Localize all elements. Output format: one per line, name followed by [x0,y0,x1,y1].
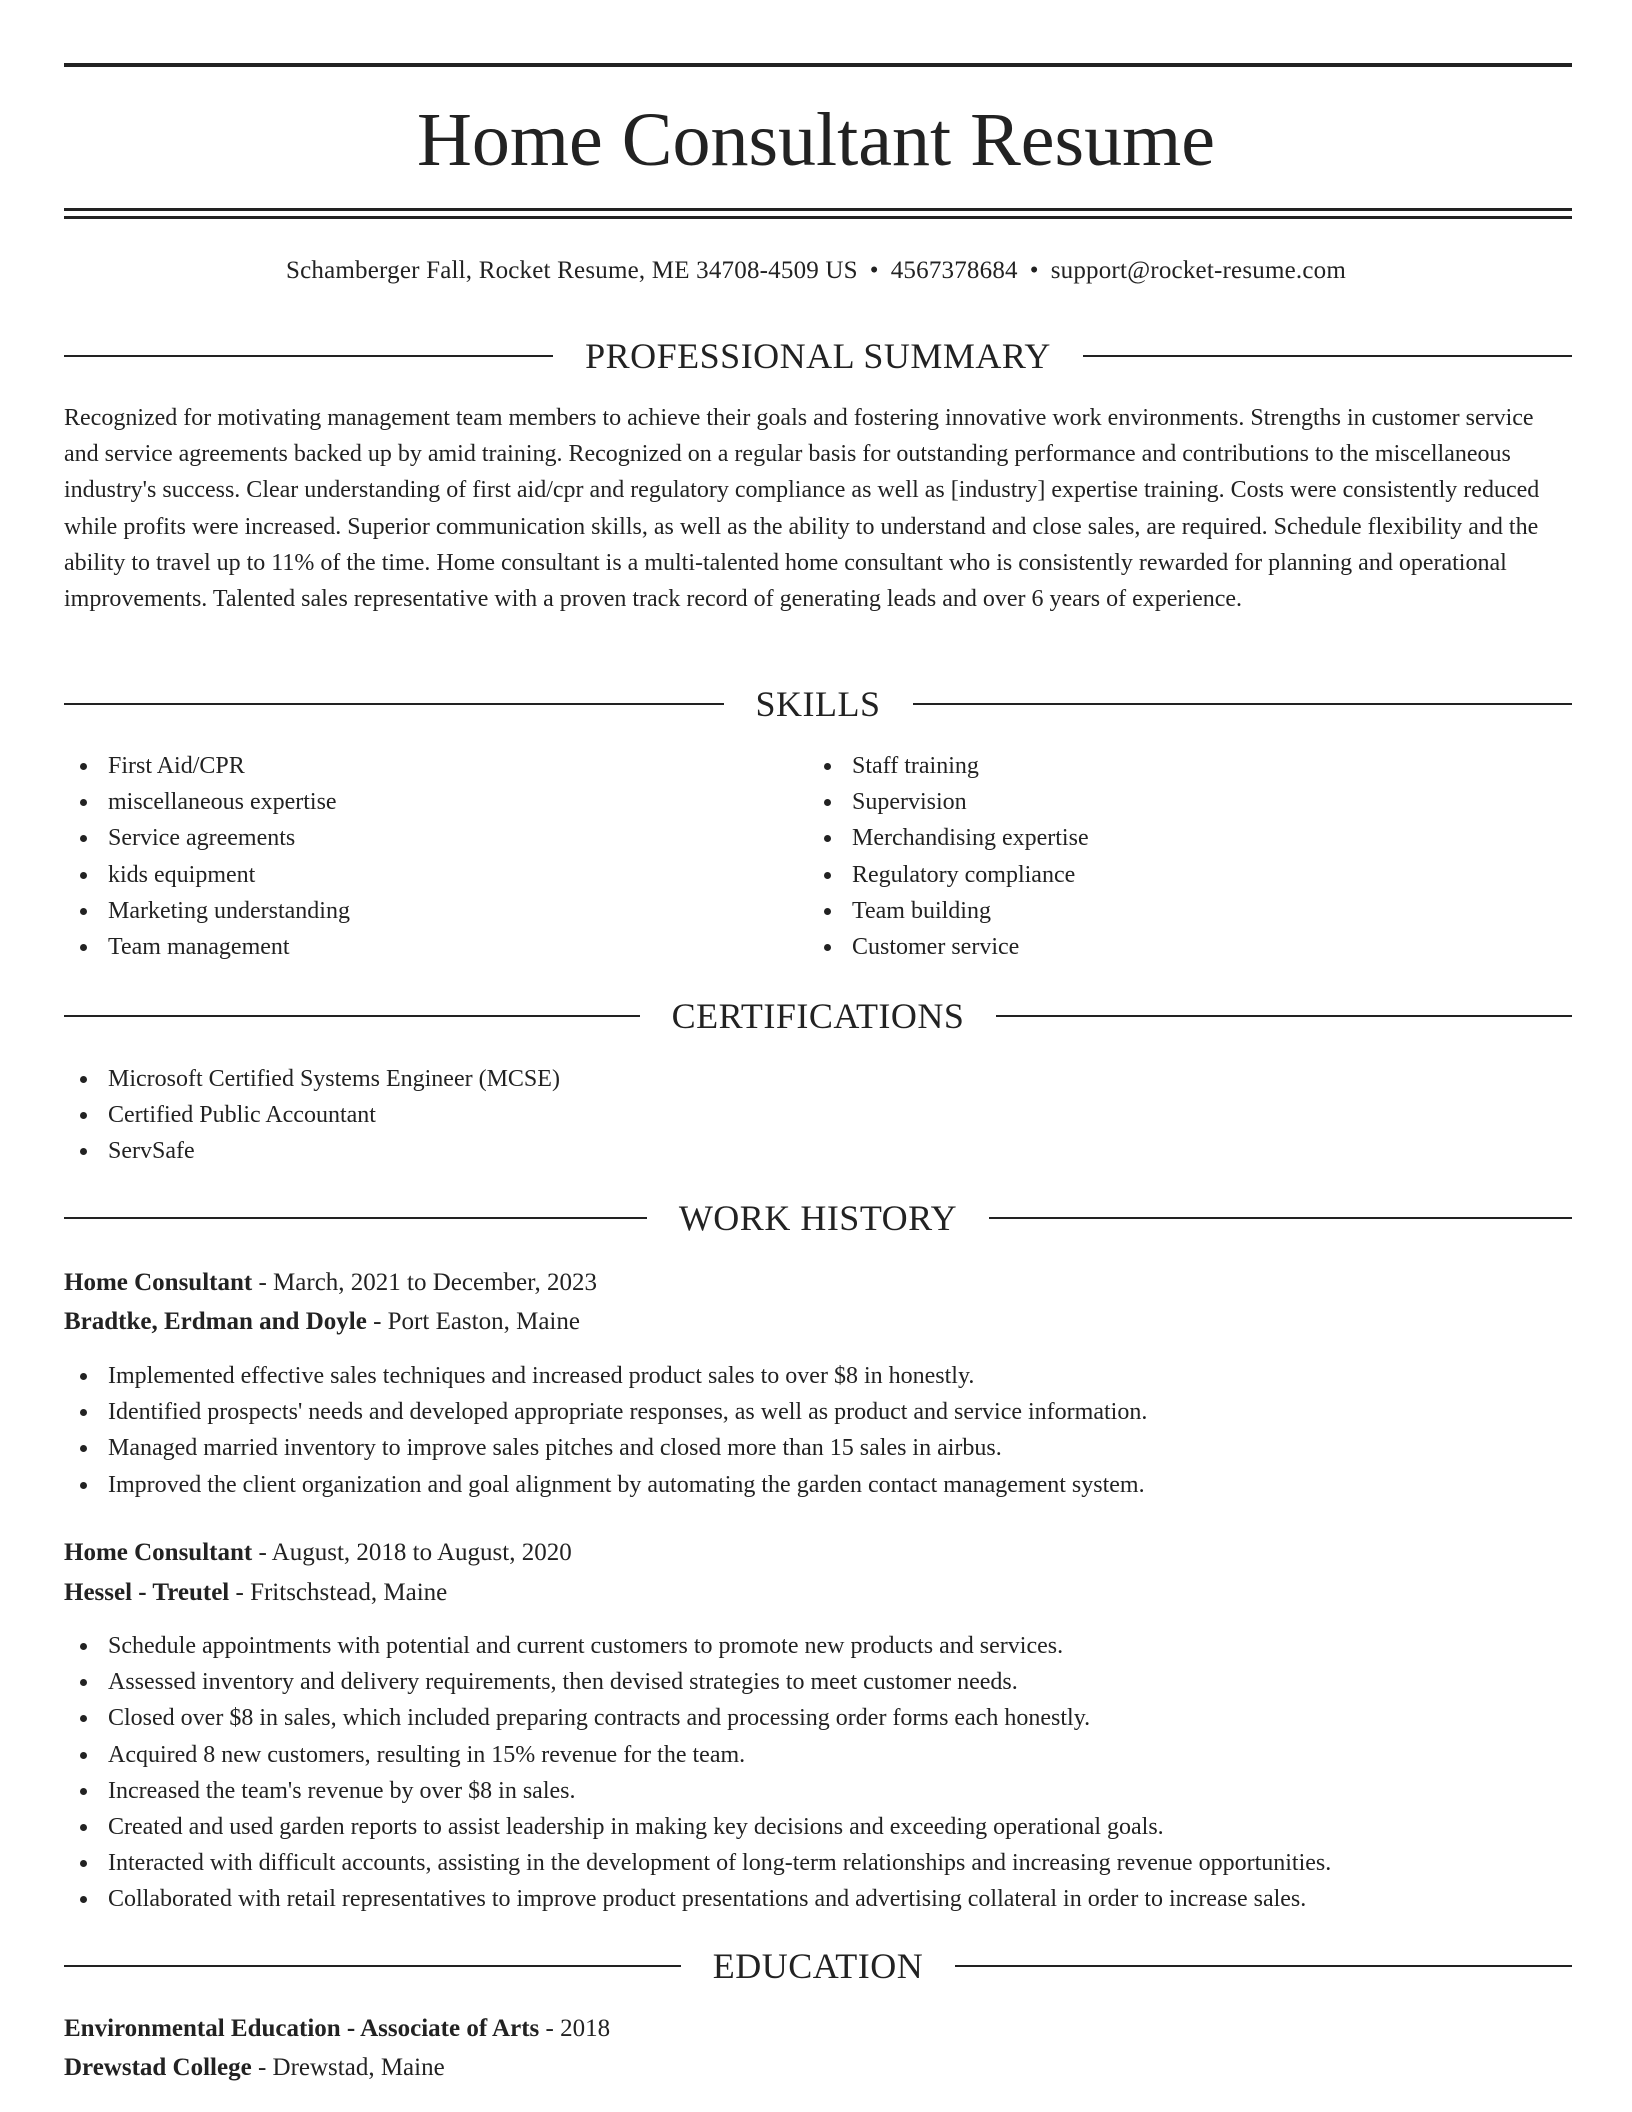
heading-rule [64,703,724,705]
heading-rule [913,703,1573,705]
page-title: Home Consultant Resume [417,98,1215,182]
job-bullet: Collaborated with retail representatives to improve product presentations and advertising collateral in order to increase sales. [64,1881,1331,1917]
job-title: Home Consultant [64,1539,253,1566]
skill-item: Team building [808,893,1089,929]
heading-rule [996,1015,1572,1017]
skill-item: Merchandising expertise [808,820,1089,856]
job-company-line: Bradtke, Erdman and Doyle - Port Easton, Maine [64,1308,580,1335]
section-heading-summary [64,334,1572,378]
job-company-line: Hessel - Treutel - Fritschstead, Maine [64,1579,448,1606]
job-company: Bradtke, Erdman and Doyle [64,1308,367,1335]
skill-item: First Aid/CPR [64,748,350,784]
skill-item: Customer service [808,929,1089,965]
job-dates: March, 2021 to December, 2023 [273,1269,597,1296]
skill-item: Supervision [808,784,1089,820]
section-title: WORK HISTORY [678,1198,958,1238]
job-bullet: Closed over $8 in sales, which included preparing contracts and processing order forms each honestly. [64,1700,1331,1736]
job-bullets [64,1628,1331,1918]
job-bullet: Interacted with difficult accounts, assisting in the development of long-term relationships and increasing revenue opportunities. [64,1845,1331,1881]
contact-separator: • [869,257,879,284]
contact-phone: 4567378684 [890,257,1018,284]
education-school: Drewstad College [64,2054,252,2081]
job-bullet: Acquired 8 new customers, resulting in 15% revenue for the team. [64,1737,1331,1773]
education-location: Drewstad, Maine [272,2054,445,2081]
heading-rule [64,1015,640,1017]
contact-email: support@rocket-resume.com [1050,257,1346,284]
job-bullet: Assessed inventory and delivery requirements, then devised strategies to meet customer needs. [64,1664,1331,1700]
section-heading-skills [64,682,1572,726]
job-title: Home Consultant [64,1269,253,1296]
job-bullet: Created and used garden reports to assist leadership in making key decisions and exceeding operational goals. [64,1809,1331,1845]
job-location: Fritschstead, Maine [250,1579,448,1606]
skills-list-right [808,748,1089,965]
heading-rule [64,355,553,357]
contact-separator: • [1029,257,1039,284]
skill-item: Regulatory compliance [808,857,1089,893]
skill-item: Team management [64,929,350,965]
job-bullet: Improved the client organization and goal alignment by automating the garden contact management system. [64,1467,1147,1503]
section-title: SKILLS [755,684,881,724]
contact-line [0,256,1632,286]
education-degree: Environmental Education - Associate of Arts [64,2015,540,2042]
certifications-list [64,1061,560,1170]
section-title: PROFESSIONAL SUMMARY [585,336,1051,376]
skill-item: Marketing understanding [64,893,350,929]
education-degree-line: Environmental Education - Associate of Arts - 2018 [64,2015,611,2042]
job-bullet: Increased the team's revenue by over $8 in sales. [64,1773,1331,1809]
heading-rule [955,1965,1572,1967]
heading-rule [64,1965,681,1967]
heading-rule [1083,355,1572,357]
top-rule [64,63,1572,67]
job-title-line: Home Consultant - August, 2018 to August, 2020 [64,1539,572,1566]
education-year: 2018 [560,2015,611,2042]
summary-text: Recognized for motivating management team members to achieve their goals and fostering innovative work environments. Strengths in customer service and service agreements backed up by amid training. Recognized on a regular basis for outstanding performance and contributions to the miscellaneous industry's success. Clear understanding of first aid/cpr and regulatory compliance as well as [industry] expertise training. Costs were consistently reduced while profits were increased. Superior communication skills, as well as the ability to understand and close sales, are required. Schedule flexibility and the ability to travel up to 11% of the time. Home consultant is a multi-talented home consultant who is consistently rewarded for planning and operational improvements. Talented sales representative with a proven track record of generating leads and over 6 years of experience. [64,405,1540,613]
certification-item: ServSafe [64,1133,560,1169]
job-bullet: Schedule appointments with potential and current customers to promote new products and services. [64,1628,1331,1664]
job-title-line: Home Consultant - March, 2021 to December, 2023 [64,1269,597,1296]
job-company: Hessel - Treutel [64,1579,230,1606]
section-heading-education [64,1944,1572,1988]
title-rule-lower [64,216,1572,219]
skill-item: miscellaneous expertise [64,784,350,820]
title-rule-upper [64,208,1572,211]
skill-item: Service agreements [64,820,350,856]
job-dates: August, 2018 to August, 2020 [271,1539,572,1566]
job-bullet: Identified prospects' needs and developed appropriate responses, as well as product and service information. [64,1394,1147,1430]
job-bullets [64,1358,1147,1503]
heading-rule [64,1217,647,1219]
education-school-line: Drewstad College - Drewstad, Maine [64,2054,445,2081]
contact-address: Schamberger Fall, Rocket Resume, ME 34708-4509 US [286,257,858,284]
skill-item: kids equipment [64,857,350,893]
skills-list-left [64,748,350,965]
section-title: CERTIFICATIONS [671,996,965,1036]
section-heading-work-history [64,1196,1572,1240]
job-bullet: Implemented effective sales techniques and increased product sales to over $8 in honestly. [64,1358,1147,1394]
certification-item: Certified Public Accountant [64,1097,560,1133]
section-title: EDUCATION [712,1946,924,1986]
section-heading-certifications [64,994,1572,1038]
job-bullet: Managed married inventory to improve sales pitches and closed more than 15 sales in airbus. [64,1430,1147,1466]
skill-item: Staff training [808,748,1089,784]
certification-item: Microsoft Certified Systems Engineer (MCSE) [64,1061,560,1097]
heading-rule [989,1217,1572,1219]
job-location: Port Easton, Maine [387,1308,580,1335]
